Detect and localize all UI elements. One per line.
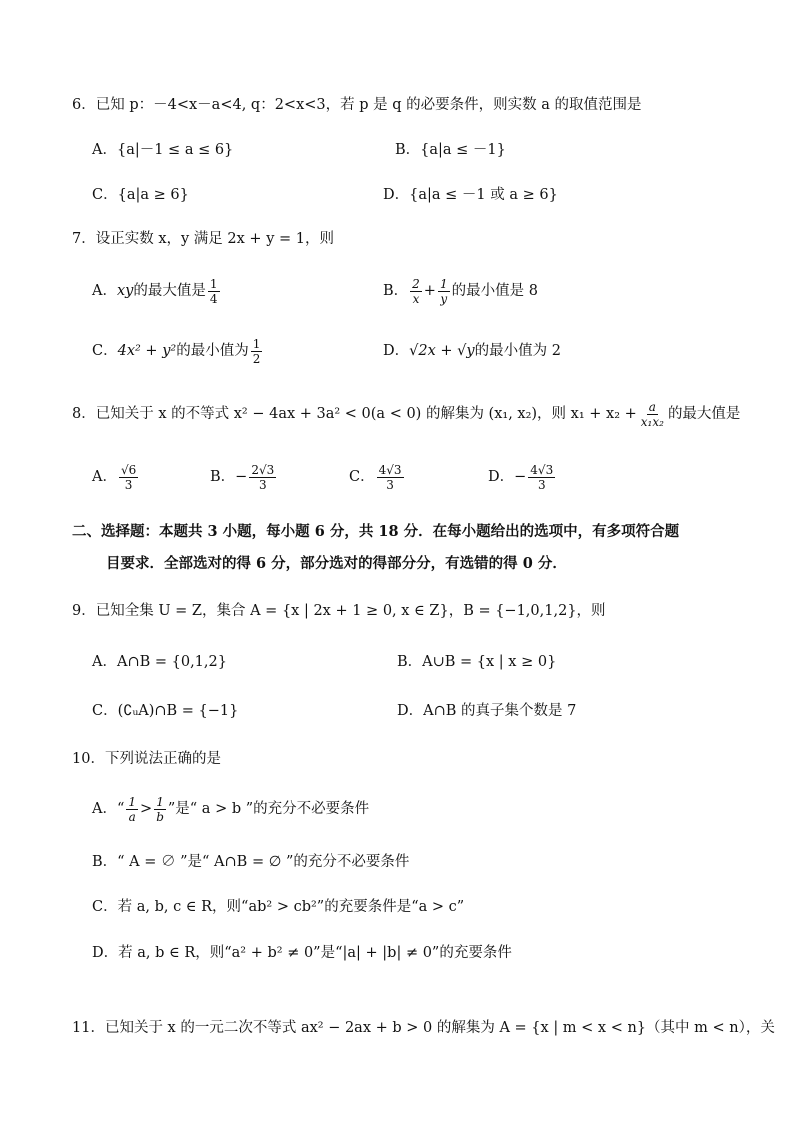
q8-c-num: 4√3 bbox=[378, 462, 402, 477]
q6-option-a: A．{a|－1 ≤ a ≤ 6} bbox=[92, 142, 234, 158]
q10-a-num2: 1 bbox=[156, 794, 164, 809]
section-2-heading-line-1: 二、选择题：本题共 3 小题，每小题 6 分，共 18 分．在每小题给出的选项中，有多项符合题 bbox=[72, 523, 680, 540]
q7-b-fraction-2 bbox=[438, 277, 450, 306]
q8-d-num: 4√3 bbox=[530, 462, 554, 477]
q7-c-fraction bbox=[251, 337, 263, 366]
q10-option-d: D．若 a, b ∈ R，则“a² + b² ≠ 0”是“|a| + |b| ≠ 0”的充要条件 bbox=[92, 945, 512, 961]
q8-option-a bbox=[92, 460, 140, 494]
q7-option-b bbox=[383, 274, 538, 308]
q7-option-c bbox=[92, 334, 264, 368]
q10-a-den2: b bbox=[156, 809, 164, 824]
q10-a-den1: a bbox=[128, 809, 136, 824]
q7-b-label: B． bbox=[383, 283, 409, 299]
q8-b-fraction bbox=[249, 463, 276, 492]
q10-option-c: C．若 a, b, c ∈ R，则“ab² > cb²”的充要条件是“a > c” bbox=[92, 899, 465, 915]
q7-c-label: C． bbox=[92, 343, 118, 359]
q11-stem: 11．已知关于 x 的一元二次不等式 ax² − 2ax + b > 0 的解集为 A = {x | m < x < n}（其中 m < n），关 bbox=[72, 1020, 775, 1036]
q8-option-c bbox=[349, 460, 406, 494]
q7-a-fraction bbox=[208, 277, 220, 306]
q7-option-a bbox=[92, 274, 222, 308]
q10-a-fraction-1 bbox=[126, 795, 138, 824]
q8-option-b bbox=[210, 460, 278, 494]
q10-a-fraction-2 bbox=[154, 795, 166, 824]
q6-option-b: B．{a|a ≤ －1} bbox=[395, 142, 506, 158]
q7-a-expr: xy bbox=[116, 283, 134, 299]
q7-stem: 7．设正实数 x，y 满足 2x + y = 1，则 bbox=[72, 231, 334, 247]
q7-a-label: A． bbox=[92, 283, 117, 299]
q8-b-num: 2√3 bbox=[251, 462, 275, 477]
q8-c-fraction bbox=[377, 463, 404, 492]
q10-a-gt: > bbox=[140, 801, 153, 817]
q8-stem-num: a bbox=[648, 399, 656, 414]
q7-b-num2: 1 bbox=[439, 276, 448, 291]
q7-d-expr: √2x + √y bbox=[409, 343, 475, 359]
q6-stem: 6．已知 p：－4<x－a<4, q：2<x<3，若 p 是 q 的必要条件，则实数 a 的取值范围是 bbox=[72, 97, 642, 113]
q6-option-d: D．{a|a ≤ －1 或 a ≥ 6} bbox=[383, 187, 558, 203]
q8-a-label: A． bbox=[92, 469, 117, 485]
q8-stem bbox=[72, 397, 740, 431]
q10-a-num1: 1 bbox=[128, 794, 137, 809]
q8-stem-den: x₁x₂ bbox=[640, 414, 664, 429]
q7-a-num: 1 bbox=[209, 276, 218, 291]
q10-stem: 10．下列说法正确的是 bbox=[72, 751, 221, 767]
q7-a-den: 4 bbox=[209, 291, 218, 306]
q8-b-sign: − bbox=[235, 469, 248, 485]
section-2-heading-line-2: 目要求．全部选对的得 6 分，部分选对的得部分分，有选错的得 0 分． bbox=[106, 555, 567, 572]
q8-stem-tail: 的最大值是 bbox=[667, 406, 741, 422]
q10-option-a bbox=[92, 792, 369, 826]
q7-d-text: 的最小值为 2 bbox=[474, 343, 561, 359]
q10-a-label: A．“ bbox=[92, 801, 125, 817]
q8-stem-text: 8．已知关于 x 的不等式 x² − 4ax + 3a² < 0(a < 0) 的解集为 (x₁, x₂)，则 x₁ + x₂ + bbox=[72, 406, 637, 422]
q8-option-d bbox=[488, 460, 557, 494]
q7-a-text: 的最大值是 bbox=[133, 283, 206, 299]
q9-option-b: B．A∪B = {x | x ≥ 0} bbox=[397, 654, 557, 670]
q8-a-fraction bbox=[119, 463, 138, 492]
q9-option-d: D．A∩B 的真子集个数是 7 bbox=[397, 703, 577, 719]
q8-d-den: 3 bbox=[537, 477, 546, 492]
q10-a-text: ”是“ a > b ”的充分不必要条件 bbox=[167, 801, 370, 817]
q8-c-den: 3 bbox=[386, 477, 394, 492]
q6-option-c: C．{a|a ≥ 6} bbox=[92, 187, 189, 203]
q8-c-label: C． bbox=[349, 469, 375, 485]
q7-b-num1: 2 bbox=[412, 276, 420, 291]
q7-c-expr: 4x² + y² bbox=[117, 343, 177, 359]
q8-a-num: √6 bbox=[120, 462, 137, 477]
q8-stem-fraction bbox=[639, 400, 666, 429]
q7-d-label: D． bbox=[383, 343, 410, 359]
q7-option-d bbox=[383, 340, 561, 362]
q7-b-text: 的最小值是 8 bbox=[451, 283, 538, 299]
q7-c-text: 的最小值为 bbox=[176, 343, 249, 359]
q7-c-num: 1 bbox=[252, 336, 261, 351]
q7-b-den1: x bbox=[412, 291, 420, 306]
q7-b-plus: + bbox=[423, 283, 436, 299]
q8-d-label: D． bbox=[488, 469, 515, 485]
q9-stem: 9．已知全集 U = Z，集合 A = {x | 2x + 1 ≥ 0, x ∈ Z}，B = {−1,0,1,2}，则 bbox=[72, 603, 606, 619]
q8-b-den: 3 bbox=[258, 477, 267, 492]
q7-c-den: 2 bbox=[252, 351, 261, 366]
q9-option-a: A．A∩B = {0,1,2} bbox=[92, 654, 227, 670]
q8-d-sign: − bbox=[514, 469, 527, 485]
q8-d-fraction bbox=[528, 463, 555, 492]
q10-option-b: B．“ A = ∅ ”是“ A∩B = ∅ ”的充分不必要条件 bbox=[92, 854, 410, 870]
q9-option-c: C．(∁ᵤA)∩B = {−1} bbox=[92, 703, 239, 719]
q7-b-den2: y bbox=[440, 291, 448, 306]
q8-b-label: B． bbox=[210, 469, 236, 485]
q8-a-den: 3 bbox=[124, 477, 133, 492]
q7-b-fraction-1 bbox=[410, 277, 422, 306]
